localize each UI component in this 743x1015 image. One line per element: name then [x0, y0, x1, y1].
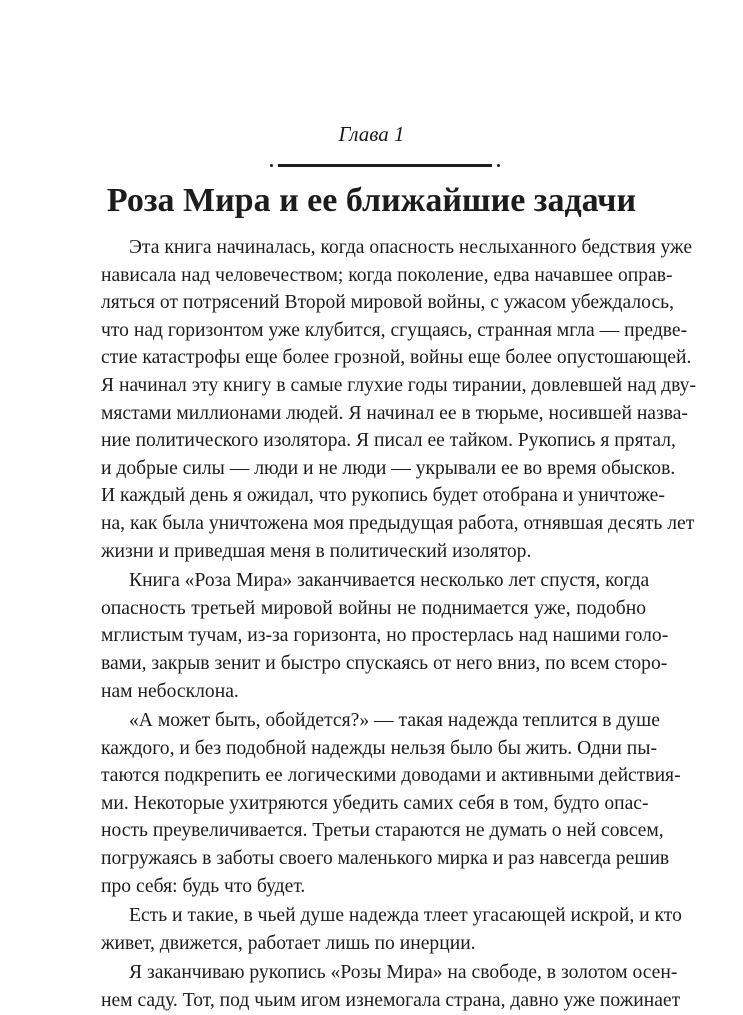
paragraph-line: Есть и такие, в чьей душе надежда тлеет угасающей искрой, и кто: [129, 905, 682, 927]
paragraph-line: «А может быть, обойдется?» — такая надежда теплится в душе: [129, 710, 660, 732]
paragraph-line: мястами миллионами людей. Я начинал ее в тюрьме, носившей назва-: [101, 402, 688, 424]
paragraph-line: вами, закрыв зенит и быстро спускаясь от него вниз, по всем сторо-: [101, 652, 668, 674]
paragraph-line: живет, движется, работает лишь по инерции.: [101, 932, 476, 954]
paragraph: [101, 959, 681, 1014]
paragraph: [101, 707, 681, 900]
paragraph-line: нам небосклона.: [101, 680, 239, 702]
paragraph-line: ние политического изолятора. Я писал ее тайком. Рукопись я прятал,: [101, 430, 676, 452]
paragraph-line: про себя: будь что будет.: [101, 875, 306, 897]
chapter-label: Глава 1: [338, 122, 405, 146]
paragraph-line: Я начинал эту книгу в самые глухие годы тирании, довлевшей над дву-: [101, 374, 696, 396]
paragraph-line: опасность третьей мировой войны не поднимается уже, подобно: [101, 597, 646, 619]
paragraph-line: жизни и приведшая меня в политический изолятор.: [101, 540, 532, 562]
chapter-title: Роза Мира и ее ближайшие задачи: [106, 182, 637, 219]
paragraph-line: каждого, и без подобной надежды нельзя было бы жить. Одни пы-: [101, 737, 657, 759]
paragraph-line: таются подкрепить ее логическими доводами и активными действия-: [101, 765, 681, 787]
paragraph-line: что над горизонтом уже клубится, сгущаясь, странная мгла — предве-: [101, 319, 688, 341]
paragraph-line: мглистым тучам, из-за горизонта, но простерлась над нашими голо-: [101, 625, 669, 647]
paragraph: [101, 902, 682, 957]
chapter-ornament-divider: [270, 161, 500, 171]
paragraph-line: и добрые силы — люди и не люди — укрывали ее во время обысков.: [101, 457, 676, 479]
paragraph: [101, 234, 696, 565]
ornament-rule: [278, 164, 492, 167]
paragraph: [101, 567, 669, 705]
paragraph-line: погружаясь в заботы своего маленького мирка и раз навсегда решив: [101, 848, 670, 870]
paragraph-line: стие катастрофы еще более грозной, войны еще более опустошающей.: [101, 347, 692, 369]
paragraph-line: Эта книга начиналась, когда опасность неслыханного бедствия уже: [129, 237, 693, 258]
paragraph-line: ляться от потрясений Второй мировой войны, с ужасом убеждалось,: [101, 292, 674, 314]
paragraph-line: нем саду. Тот, под чьим игом изнемогала страна, давно уже пожинает: [101, 990, 681, 1012]
paragraph-line: Я заканчиваю рукопись «Розы Мира» на свободе, в золотом осен-: [129, 962, 678, 984]
paragraph-line: ность преувеличивается. Третьи стараются не думать о ней совсем,: [101, 820, 664, 842]
paragraph-line: на, как была уничтожена моя предыдущая работа, отнявшая десять лет: [101, 512, 695, 534]
paragraph-line: ми. Некоторые ухитряются убедить самих себя в том, будто опас-: [101, 792, 649, 814]
paragraph-line: Книга «Роза Мира» заканчивается несколько лет спустя, когда: [129, 570, 650, 592]
chapter-body-text: [101, 234, 696, 1015]
paragraph-line: нависала над человечеством; когда поколение, едва начавшее оправ-: [101, 264, 673, 286]
ornament-dot-right: [497, 164, 500, 167]
paragraph-line: И каждый день я ожидал, что рукопись будет отобрана и уничтоже-: [101, 485, 665, 507]
ornament-dot-left: [270, 164, 273, 167]
